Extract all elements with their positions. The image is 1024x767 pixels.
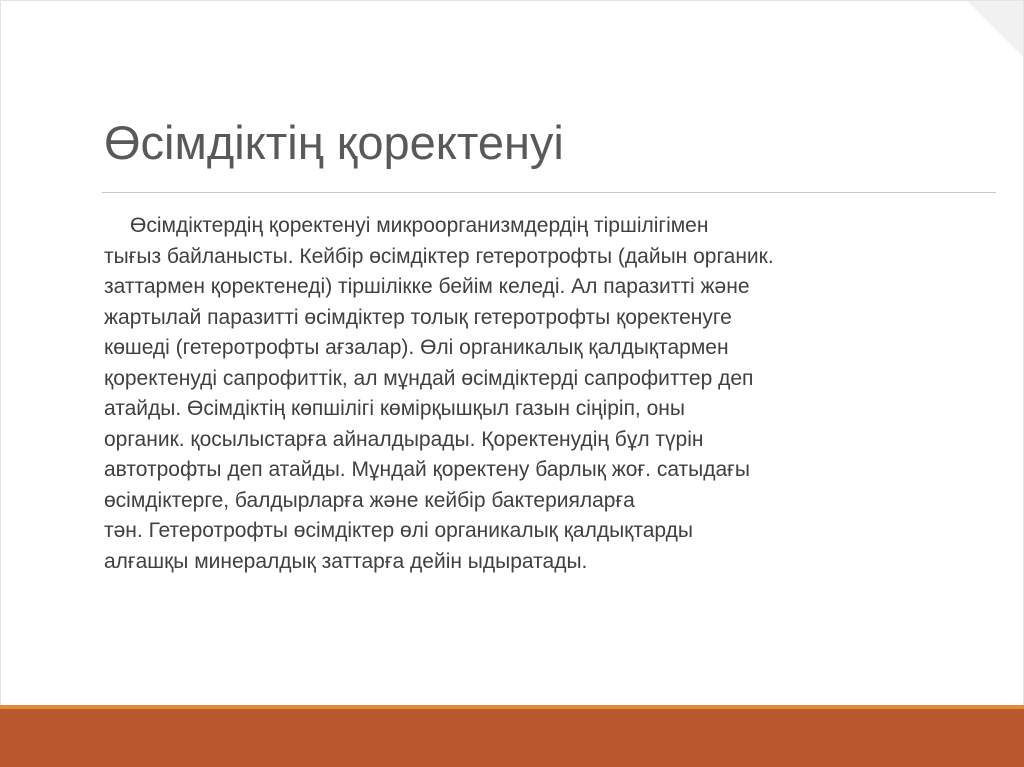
page-corner-fold: [967, 1, 1023, 57]
body-line: өсімдіктерге, балдырларға және кейбір бактерияларға: [104, 488, 635, 512]
body-line: көшеді (гетеротрофты ағзалар). Өлі органикалық қалдықтармен: [104, 336, 729, 359]
body-line: Өсімдіктердің қоректенуі микроорганизмдердің тіршілігімен: [130, 214, 709, 237]
footer-bar: [0, 709, 1024, 767]
body-line: атайды. Өсімдіктің көпшілігі көмірқышқыл газын сіңіріп, оны: [104, 397, 685, 420]
slide-body: [104, 211, 984, 577]
body-line: органик. қосылыстарға айналдырады. Қоректенудің бұл түрін: [104, 427, 704, 451]
body-line: тығыз байланысты. Кейбір өсімдіктер гетеротрофты (дайын органик.: [104, 244, 774, 268]
slide-title: Өсімдіктің қоректенуі: [104, 116, 564, 169]
body-line: заттармен қоректенеді) тіршілікке бейім келеді. Ал паразитті және: [104, 275, 750, 298]
body-line: қоректенуді сапрофиттік, ал мұндай өсімдіктерді сапрофиттер деп: [104, 366, 754, 390]
body-line: алғашқы минералдық заттарға дейін ыдыратады.: [104, 549, 588, 573]
title-divider: [102, 192, 996, 193]
body-line: жартылай паразитті өсімдіктер толық гетеротрофты қоректенуге: [104, 305, 732, 329]
body-line: автотрофты деп атайды. Мұндай қоректену барлық жоғ. сатыдағы: [104, 458, 750, 481]
body-line: тән. Гетеротрофты өсімдіктер өлі органикалық қалдықтарды: [104, 519, 693, 542]
